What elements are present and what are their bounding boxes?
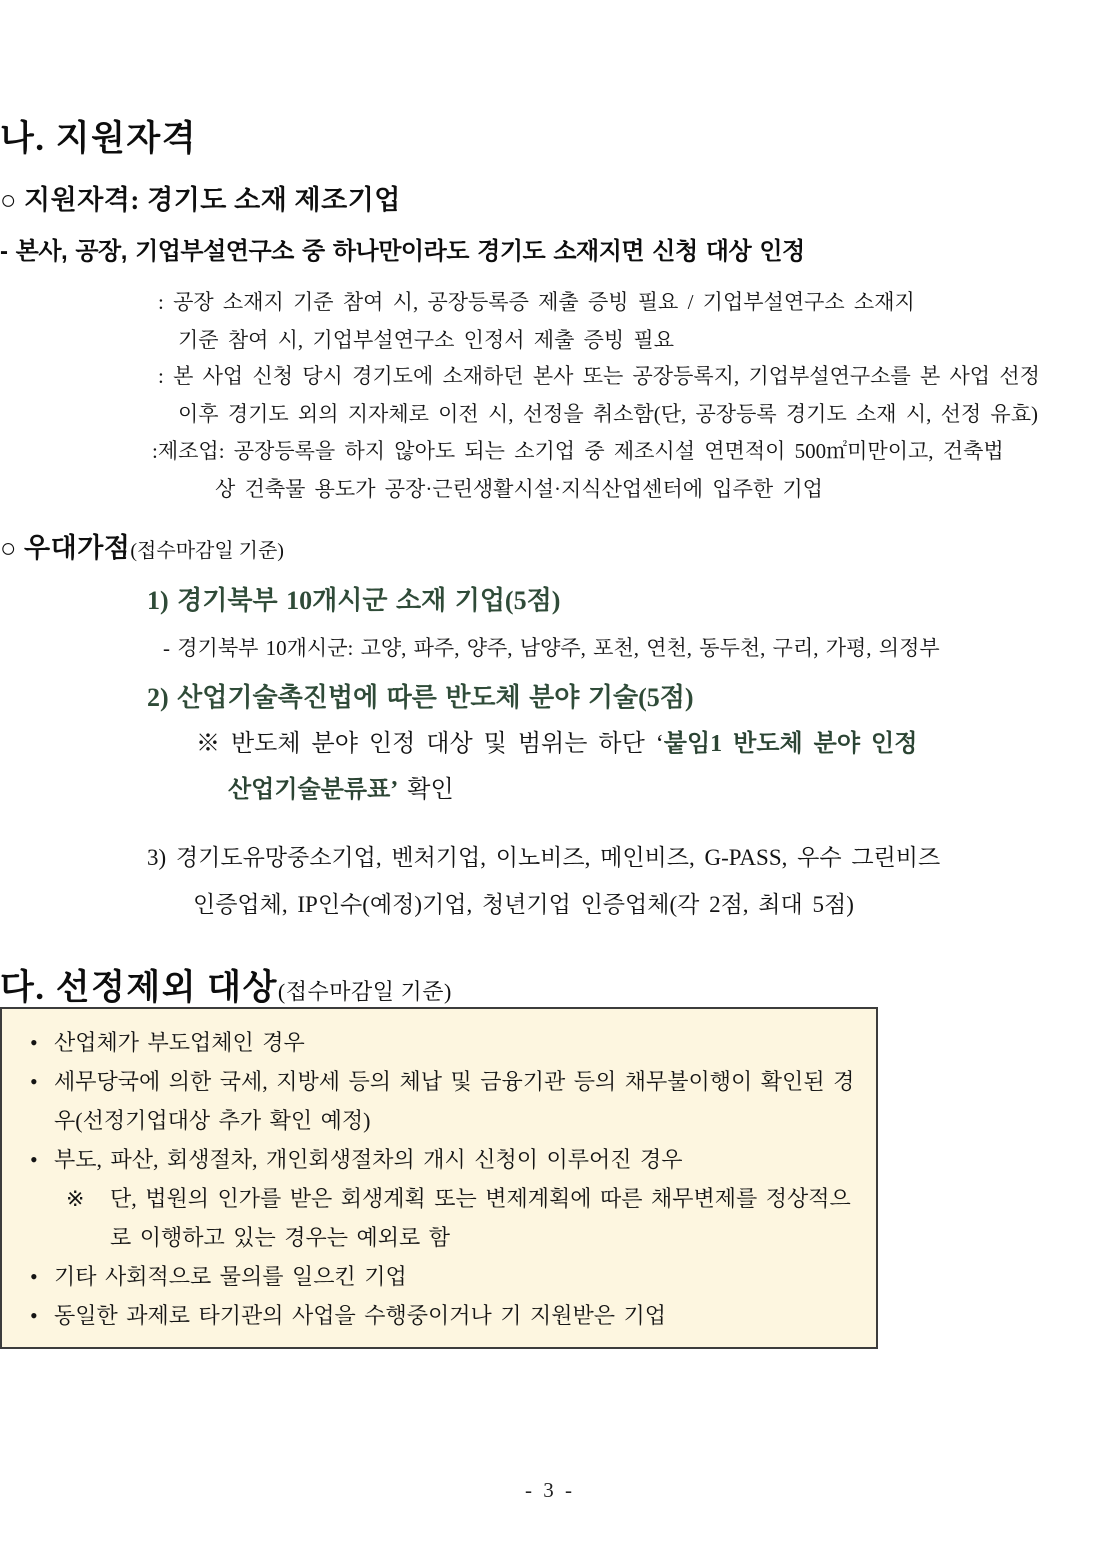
exclusion-item <box>18 1296 860 1335</box>
bullet-icon: • <box>30 1069 38 1095</box>
exclusion-box <box>0 1007 878 1349</box>
bonus-item3-line2: 인증업체, IP인수(예정)기업, 청년기업 인증업체(각 2점, 최대 5점) <box>193 891 854 917</box>
eligibility-note1-line2: 기준 참여 시, 기업부설연구소 인정서 제출 증빙 필요 <box>178 327 675 352</box>
section-c-heading-suffix: (접수마감일 기준) <box>277 979 452 1005</box>
exclusion-item <box>18 1257 860 1296</box>
exclusion-item-text: 기타 사회적으로 물의를 일으킨 기업 <box>54 1264 407 1290</box>
exclusion-item-text: 동일한 과제로 타기관의 사업을 수행중이거나 기 지원받은 기업 <box>54 1303 667 1329</box>
bonus-item3-line1: 3) 경기도유망중소기업, 벤처기업, 이노비즈, 메인비즈, G-PASS, 우수 그린비즈 <box>147 844 941 870</box>
bonus-points-title <box>0 534 1100 563</box>
eligibility-note3-line2: 상 건축물 용도가 공장·근린생활시설·지식산업센터에 입주한 기업 <box>215 477 823 502</box>
bullet-icon: • <box>30 1147 38 1173</box>
bonus-item2-title: 2) 산업기술촉진법에 따른 반도체 분야 기술(5점) <box>147 682 694 712</box>
eligibility-note3-line1: :제조업: 공장등록을 하지 않아도 되는 소기업 중 제조시설 연면적이 500㎡미만이고, 건축법 <box>152 438 1004 463</box>
exclusion-item-text: 산업체가 부도업체인 경우 <box>54 1030 305 1056</box>
bonus-item1-title: 1) 경기북부 10개시군 소재 기업(5점) <box>147 586 561 616</box>
eligibility-note2-line2: 이후 경기도 외의 지자체로 이전 시, 선정을 취소함(단, 공장등록 경기도 소재 시, 선정 유효) <box>178 401 1038 426</box>
eligibility-note1-line1: : 공장 소재지 기준 참여 시, 공장등록증 제출 증빙 필요 / 기업부설연구소 소재지 <box>158 289 915 314</box>
exclusion-item-text: 세무당국에 의한 국세, 지방세 등의 체납 및 금융기관 등의 채무불이행이 확인된 경우(선정기업대상 추가 확인 예정) <box>54 1069 855 1134</box>
eligibility-dash-statement: - 본사, 공장, 기업부설연구소 중 하나만이라도 경기도 소재지면 신청 대상 인정 <box>0 237 805 265</box>
bonus-item2-note2-bold: 산업기술분류표’ <box>228 776 399 803</box>
exclusion-item <box>18 1023 860 1062</box>
bonus-item2-note-line1 <box>196 732 1100 758</box>
bullet-icon: • <box>30 1030 38 1056</box>
section-c-heading <box>0 969 1100 1007</box>
exclusion-item-text: 부도, 파산, 회생절차, 개인회생절차의 개시 신청이 이루어진 경우 <box>54 1147 683 1173</box>
eligibility-note2-line1: : 본 사업 신청 당시 경기도에 소재하던 본사 또는 공장등록지, 기업부설연구소를 본 사업 선정 <box>158 364 1040 389</box>
reference-mark-icon: ※ <box>66 1186 85 1212</box>
bonus-item2-note-bold: 붙임1 반도체 분야 인정 <box>663 730 918 757</box>
section-b-heading: 나. 지원자격 <box>0 119 198 158</box>
bonus-item2-note-prefix: ※ 반도체 분야 인정 대상 및 범위는 하단 ‘ <box>196 730 664 757</box>
bonus-points-title-suffix: (접수마감일 기준) <box>130 539 284 562</box>
page-number: - 3 - <box>525 1478 575 1502</box>
bullet-icon: • <box>30 1303 38 1329</box>
exclusion-item <box>18 1062 860 1140</box>
exclusion-item-exception <box>18 1179 860 1257</box>
bonus-item1-note: - 경기북부 10개시군: 고양, 파주, 양주, 남양주, 포천, 연천, 동두천, 구리, 가평, 의정부 <box>163 636 940 661</box>
exclusion-item <box>18 1140 860 1179</box>
eligibility-circle1-title: ○ 지원자격: 경기도 소재 제조기업 <box>0 184 401 215</box>
bonus-item2-note2-suffix: 확인 <box>398 776 454 803</box>
bullet-icon: • <box>30 1264 38 1290</box>
section-c-heading-text: 다. 선정제외 대상 <box>0 968 278 1008</box>
exclusion-item-text: 단, 법원의 인가를 받은 회생계획 또는 변제계획에 따른 채무변제를 정상적으로 이행하고 있는 경우는 예외로 함 <box>110 1186 851 1251</box>
bonus-item2-note-line2 <box>228 778 1100 804</box>
bonus-points-title-text: ○ 우대가점 <box>0 532 131 563</box>
